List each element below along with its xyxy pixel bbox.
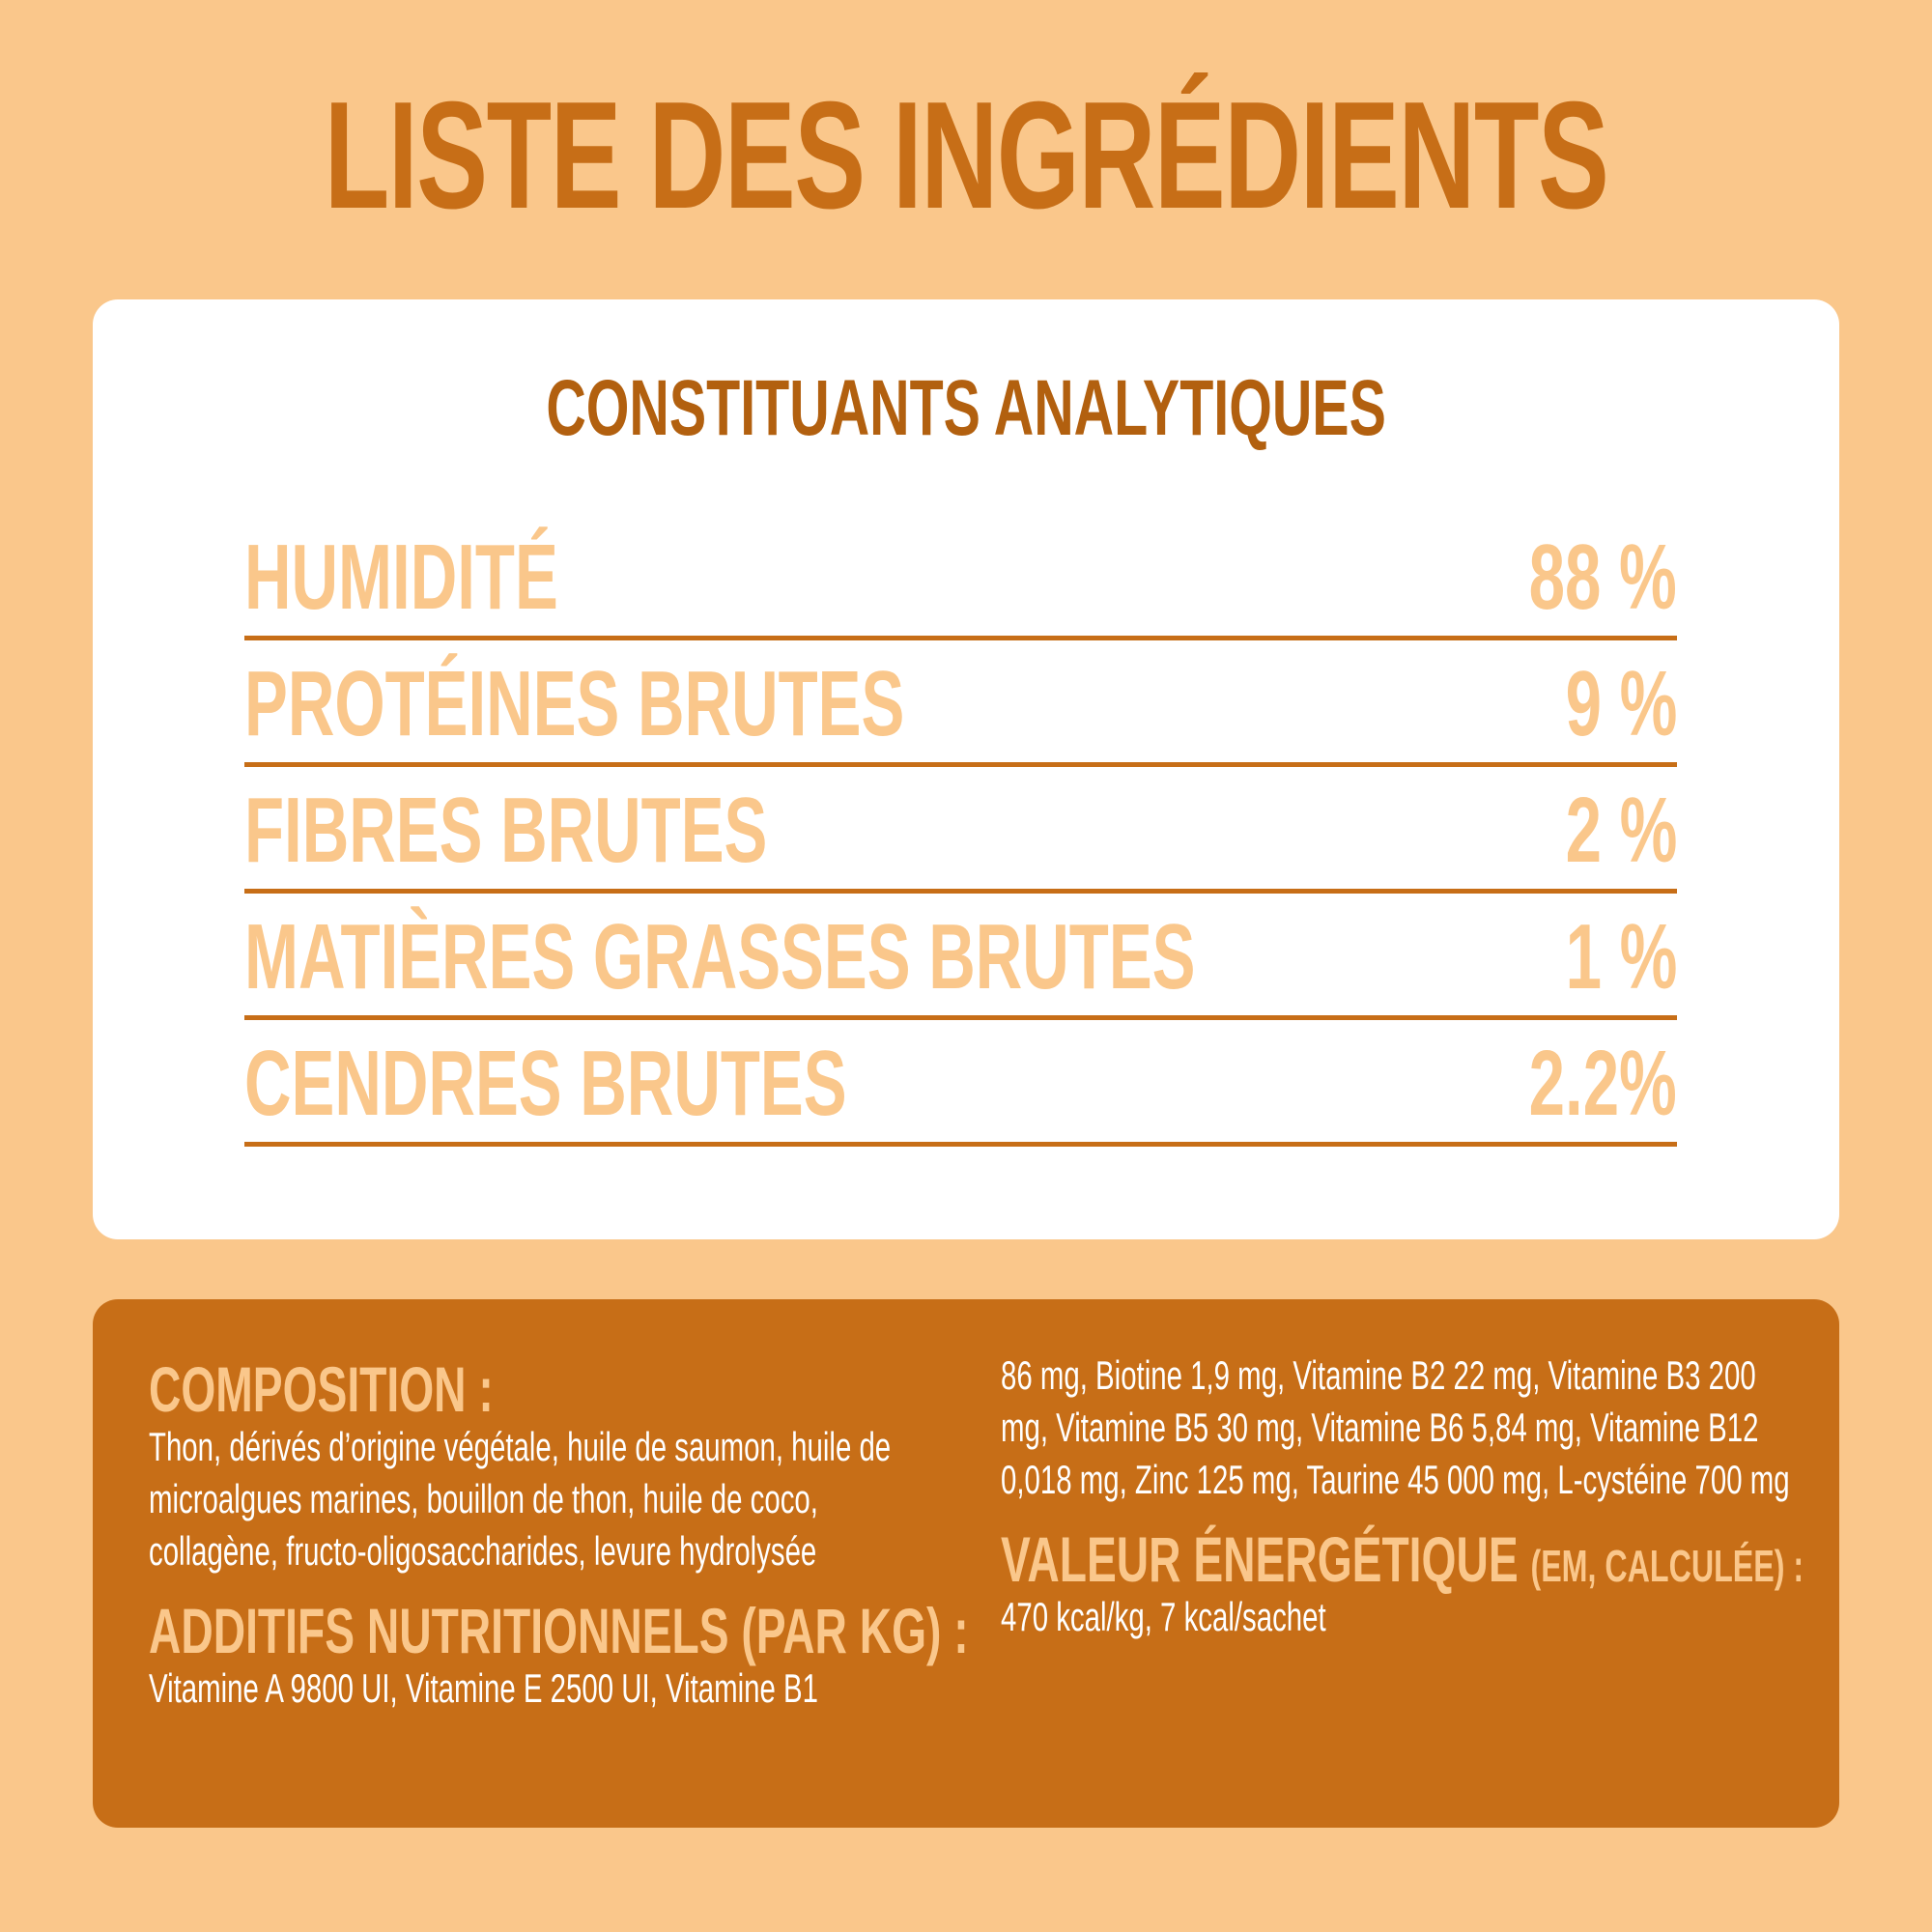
constituent-row-humidity [244,514,1677,640]
energy-heading-sub: (EM, CALCULÉE) : [1530,1541,1804,1591]
constituent-row-fat [244,894,1677,1020]
composition-text: Thon, dérivés d’origine végétale, huile de saumon, huile de microalgues marines, bouillon de thon, huile de coco, collagène, fructo-oligosaccharides, levure hydrolysée [149,1424,892,1574]
constituent-value: 1 % [1565,905,1677,1009]
constituent-value: 2.2% [1528,1032,1677,1135]
card-title: CONSTITUANTS ANALYTIQUES [546,364,1386,452]
constituent-value: 88 % [1528,526,1677,629]
constituent-label: HUMIDITÉ [244,526,558,629]
constituent-row-ash [244,1020,1677,1147]
composition-column-left [149,1353,969,1715]
constituent-row-protein [244,640,1677,767]
analytical-constituents-card [93,299,1839,1239]
energy-text: 470 kcal/kg, 7 kcal/sachet [1001,1594,1326,1639]
energy-heading-main: VALEUR ÉNERGÉTIQUE [1001,1523,1519,1595]
constituent-row-fibre [244,767,1677,894]
additives-heading: ADDITIFS NUTRITIONNELS (PAR KG) : [149,1595,969,1666]
composition-heading: COMPOSITION : [149,1353,494,1425]
constituents-list [244,514,1677,1147]
constituent-label: CENDRES BRUTES [244,1032,847,1135]
constituent-label: MATIÈRES GRASSES BRUTES [244,905,1196,1009]
additives-text-start: Vitamine A 9800 UI, Vitamine E 2500 UI, Vitamine B1 [149,1665,818,1711]
composition-panel [93,1299,1839,1828]
constituent-label: FIBRES BRUTES [244,779,768,882]
page-title: LISTE DES INGRÉDIENTS [324,71,1608,241]
energy-heading [1001,1523,1804,1595]
additives-text-continued: 86 mg, Biotine 1,9 mg, Vitamine B2 22 mg, Vitamine B3 200 mg, Vitamine B5 30 mg, Vitamine B6 5,84 mg, Vitamine B12 0,018 mg, Zinc 125 mg, Taurine 45 000 mg, L-cystéine 700 mg [1001,1352,1790,1502]
composition-column-right [1001,1350,1804,1643]
constituent-value: 2 % [1565,779,1677,882]
constituent-label: PROTÉINES BRUTES [244,652,905,755]
constituent-value: 9 % [1565,652,1677,755]
